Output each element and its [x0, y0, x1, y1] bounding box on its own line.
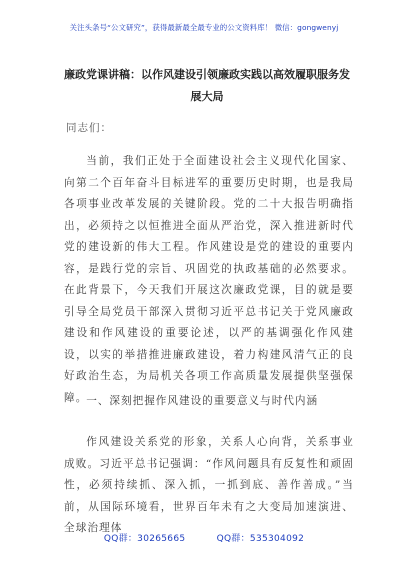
- section-heading: 一、深刻把握作风建设的重要意义与时代内涵: [86, 395, 319, 407]
- body-paragraph: 当前，我们正处于全面建设社会主义现代化国家、向第二个百年奋斗目标进军的重要历史时期，也是我局各项事业改革发展的关键阶段。党的二十大报告明确指出，必须持之以恒推进全面从严治党，深入推进新时代党的建设新的伟大工程。作风建设是党的建设的重要内容，是践行党的宗旨、巩固党的执政基础的必然要求。在此背景下，今天我们开展这次廉政党课，目的就是要引导全局党员干部深入贯彻习近平总书记关于党风廉政建设和作风建设的重要论述，以严的基调强化作风建设，以实的举措推进廉政建设，着力构建风清气正的良好政治生态，为局机关各项工作高质量发展提供坚强保障。: [64, 155, 354, 404]
- section-paragraph: 作风建设关系党的形象，关系人心向背，关系事业成败。习近平总书记强调：“作风问题具有反复性和顽固性，必须持续抓、深入抓，一抓到底、善作善成。”当前，从国际环境看，世界百年未有之大变局加速演进、全球治理体: [64, 436, 354, 534]
- header-banner: 关注头条号“公文研究”，获得最新最全最专业的公文资料库！ 微信：gongwenyj: [69, 23, 339, 32]
- greeting: 同志们：: [66, 122, 112, 134]
- footer-qq-group-2: QQ群：535304092: [216, 534, 305, 544]
- footer: [0, 531, 408, 544]
- page-title: 廉政党课讲稿：以作风建设引领廉政实践以高效履职服务发展大局: [64, 68, 350, 103]
- footer-qq-group-1: QQ群：30265665: [103, 534, 186, 544]
